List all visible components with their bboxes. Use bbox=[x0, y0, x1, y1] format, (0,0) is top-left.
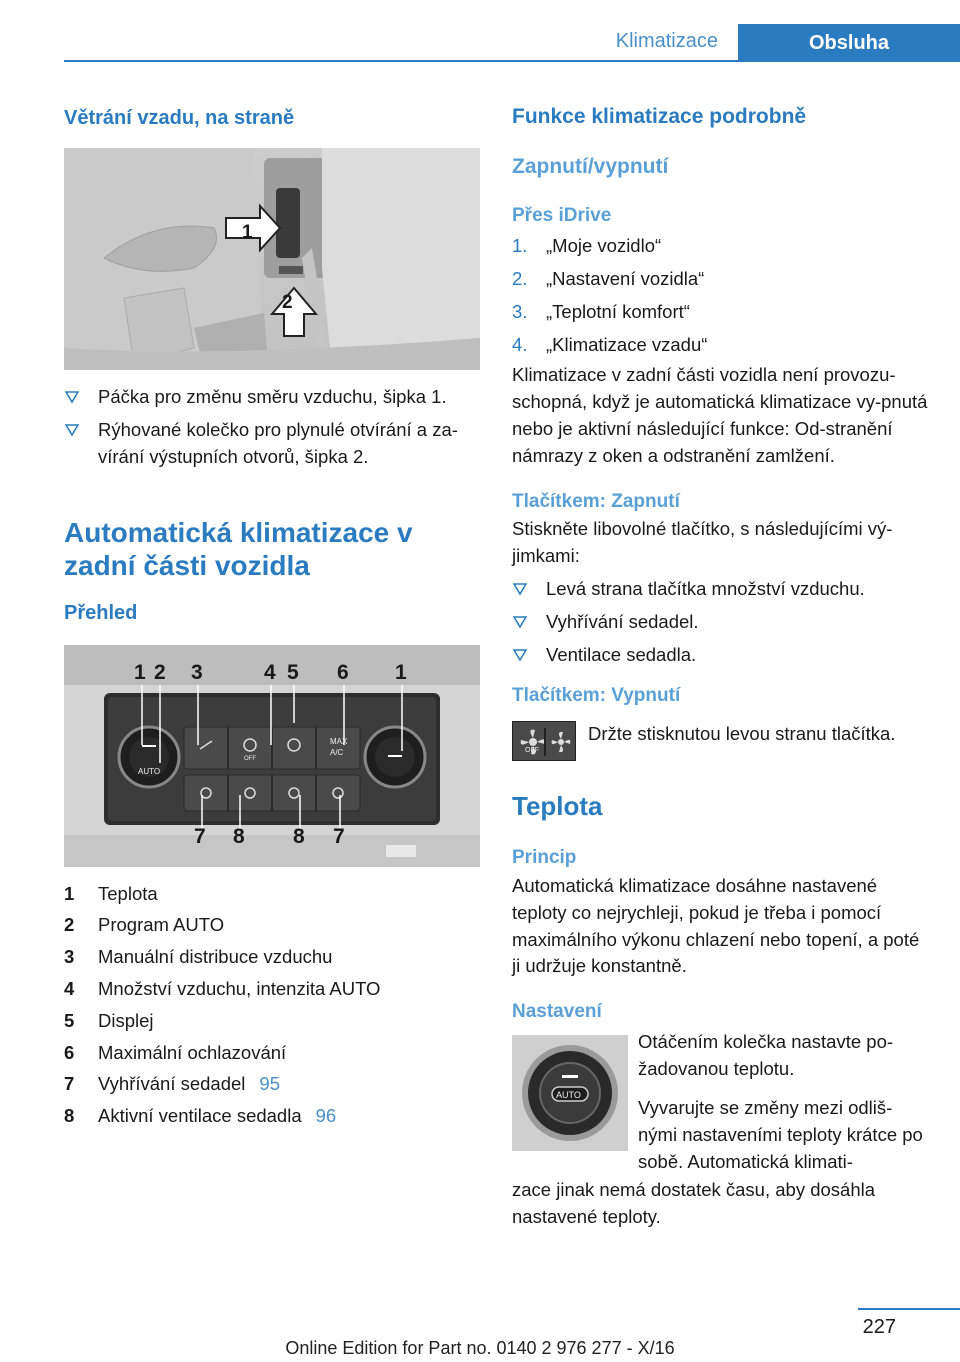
heading-on-off: Zapnutí/vypnutí bbox=[512, 155, 669, 179]
photo-side-vent bbox=[64, 148, 480, 370]
panel-legend bbox=[64, 881, 480, 1131]
paragraph-avoid-change-cont: zace jinak nemá dostatek času, aby dosáhla nastavené teploty. bbox=[512, 1178, 876, 1227]
paragraph-principle: Automatická klimatizace dosáhne nastavené teploty co nejrychleji, pokud je třeba i pomocí maximálního výkonu chlazení nebo topení, a poté ji udržuje konstantně. bbox=[512, 874, 920, 977]
callout-label: 1 bbox=[134, 660, 146, 684]
callout-2: 2 bbox=[282, 292, 293, 313]
list-item: Levá strana tlačítka množství vzduchu. bbox=[512, 576, 928, 603]
off-icon-label: OFF bbox=[525, 747, 539, 755]
fan-icon bbox=[513, 722, 577, 762]
legend-item: 5 Displej bbox=[64, 1009, 154, 1031]
callout-label: 2 bbox=[154, 660, 166, 684]
paragraph-hold-left: Držte stisknutou levou stranu tlačítka. bbox=[588, 723, 896, 745]
paragraph-turn-knob: Otáčením kolečka nastavte po-žadovanou teplotu. bbox=[638, 1030, 894, 1079]
side-vent-illustration bbox=[64, 148, 480, 370]
vent-bullet-list bbox=[64, 384, 480, 470]
subheading-setting: Nastavení bbox=[512, 1001, 602, 1023]
heading-overview: Přehled bbox=[64, 601, 138, 624]
heading-temperature: Teplota bbox=[512, 791, 603, 822]
callout-label: 8 bbox=[293, 824, 305, 848]
heading-rear-auto-climate: Automatická klimatizace v zadní části vozidla bbox=[64, 517, 413, 582]
idrive-steps bbox=[512, 233, 928, 358]
subheading-button-on: Tlačítkem: Zapnutí bbox=[512, 490, 680, 512]
list-item: Rýhované kolečko pro plynulé otvírání a za-vírání výstupních otvorů, šipka 2. bbox=[64, 417, 480, 471]
header-section: Klimatizace bbox=[615, 30, 718, 52]
page-header bbox=[64, 24, 960, 62]
page-number: 227 bbox=[862, 1316, 896, 1338]
callout-label: 7 bbox=[194, 824, 206, 848]
paragraph-not-operational: Klimatizace v zadní části vozidla není provozu-schopná, když je automatická klimatizace vy-pnutá nebo je aktivní následující funkce: Od-stranění námrazy z oken a odstranění zamlžení. bbox=[512, 364, 928, 466]
callout-label: 8 bbox=[233, 824, 245, 848]
photo-control-panel bbox=[64, 645, 480, 867]
edition-note: Online Edition for Part no. 0140 2 976 277 - X/16 bbox=[285, 1338, 675, 1358]
ac-label: A/C bbox=[330, 747, 344, 757]
legend-item: 6 Maximální ochlazování bbox=[64, 1041, 287, 1063]
callout-1: 1 bbox=[242, 222, 253, 243]
on-exceptions-list bbox=[512, 576, 928, 668]
legend-item: 2 Program AUTO bbox=[64, 914, 225, 936]
left-column bbox=[64, 100, 480, 1135]
list-item: Páčka pro změnu směru vzduchu, šipka 1. bbox=[64, 384, 480, 411]
triangle-bullet-icon bbox=[64, 422, 80, 438]
list-item: Ventilace sedadla. bbox=[512, 642, 928, 669]
list-item: 4. „Klimatizace vzadu“ bbox=[512, 333, 708, 355]
triangle-bullet-icon bbox=[512, 647, 528, 663]
temperature-knob-image bbox=[512, 1035, 628, 1151]
off-label: OFF bbox=[244, 755, 256, 762]
knob-auto-label: AUTO bbox=[556, 1089, 581, 1100]
paragraph-press-button: Stiskněte libovolné tlačítko, s následujícími vý-jimkami: bbox=[512, 518, 893, 567]
legend-item: 7 Vyhřívání sedadel 95 bbox=[64, 1071, 480, 1098]
list-item: 2. „Nastavení vozidla“ bbox=[512, 267, 705, 289]
knob-auto-label: AUTO bbox=[138, 766, 161, 776]
callout-label: 1 bbox=[395, 660, 407, 684]
setting-block bbox=[512, 1029, 928, 1172]
legend-item: 4 Množství vzduchu, intenzita AUTO bbox=[64, 977, 381, 999]
subheading-button-off: Tlačítkem: Vypnutí bbox=[512, 685, 681, 707]
subheading-idrive: Přes iDrive bbox=[512, 205, 612, 227]
list-item: 1. „Moje vozidlo“ bbox=[512, 235, 662, 257]
heading-rear-ventilation: Větrání vzadu, na straně bbox=[64, 107, 295, 129]
heading-functions-detail: Funkce klimatizace podrobně bbox=[512, 105, 807, 128]
page-number-rule bbox=[858, 1308, 960, 1310]
fan-off-icon bbox=[512, 721, 576, 761]
page-ref-link[interactable]: 95 bbox=[259, 1073, 280, 1095]
list-item: 3. „Teplotní komfort“ bbox=[512, 300, 690, 322]
callout-label: 5 bbox=[287, 660, 299, 684]
callout-label: 4 bbox=[264, 660, 276, 684]
triangle-bullet-icon bbox=[512, 581, 528, 597]
list-item: Vyhřívání sedadel. bbox=[512, 609, 928, 636]
paragraph-avoid-change: Vyvarujte se změny mezi odliš-nými nastaveními teploty krátce po sobě. Automatická klimati- bbox=[638, 1096, 923, 1172]
legend-item: 8 Aktivní ventilace sedadla 96 bbox=[64, 1103, 480, 1130]
legend-item: 1 Teplota bbox=[64, 882, 158, 904]
subheading-principle: Princip bbox=[512, 847, 577, 869]
header-tab: Obsluha bbox=[738, 24, 960, 62]
triangle-bullet-icon bbox=[64, 389, 80, 405]
off-instruction bbox=[512, 721, 928, 765]
callout-label: 7 bbox=[333, 824, 345, 848]
right-column bbox=[512, 100, 928, 1231]
page-ref-link[interactable]: 96 bbox=[315, 1105, 337, 1127]
callout-label: 3 bbox=[191, 660, 203, 684]
legend-item: 3 Manuální distribuce vzduchu bbox=[64, 946, 333, 968]
page-footer bbox=[0, 1304, 960, 1362]
callout-label: 6 bbox=[337, 660, 349, 684]
max-label: MAX bbox=[330, 736, 348, 746]
triangle-bullet-icon bbox=[512, 614, 528, 630]
